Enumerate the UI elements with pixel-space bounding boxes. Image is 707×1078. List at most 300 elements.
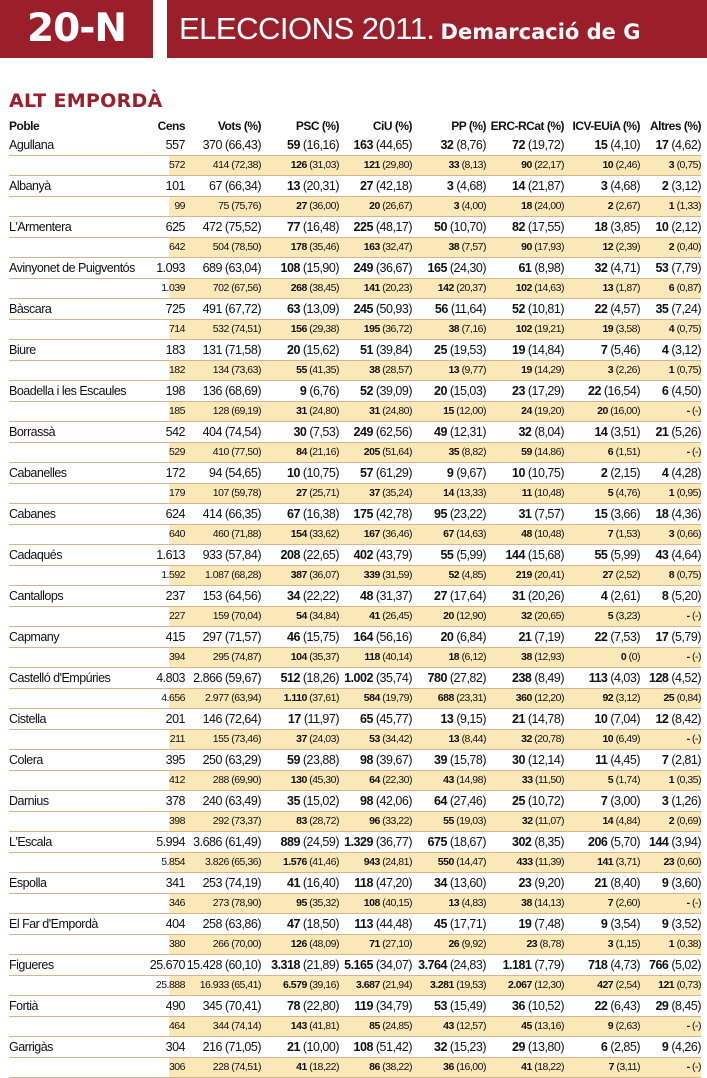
cell-psc-votes: 156 <box>290 323 307 335</box>
cell-ciu-pct: (40,14) <box>382 651 412 663</box>
cell-ciu-votes: 108 <box>353 1040 373 1054</box>
cell-psc-pct: (15,75) <box>302 630 339 644</box>
page-subtitle: Demarcació de G <box>440 20 641 44</box>
results-table <box>9 117 701 1078</box>
cell-icv-pct: (2,85) <box>610 1040 640 1054</box>
cell-alt <box>662 176 701 196</box>
cell-erc <box>512 176 564 196</box>
cell-alt-votes: 53 <box>655 261 669 275</box>
cell-ciu <box>360 791 412 811</box>
cell-icv-votes: 15 <box>594 507 608 521</box>
cell-icv <box>601 586 640 606</box>
cell-erc-votes: 102 <box>515 282 532 294</box>
cell-icv-pct: (8,40) <box>610 876 640 890</box>
cell-icv-votes: 10 <box>602 733 614 745</box>
cell-pp-votes: 675 <box>427 835 447 849</box>
cell-psc <box>296 197 339 216</box>
cell-alt-pct: (4,52) <box>671 671 701 685</box>
table-row-previous <box>9 730 701 750</box>
cell-psc-votes: 95 <box>296 897 307 909</box>
cell-ciu <box>369 484 412 503</box>
cell-icv-votes: 7 <box>600 794 608 808</box>
cell-icv <box>602 156 640 175</box>
cell-psc-votes: 130 <box>290 774 307 786</box>
cell-pp-pct: (18,67) <box>449 835 486 849</box>
cell-ciu-votes: 38 <box>369 364 380 376</box>
cell-erc-pct: (12,93) <box>534 651 564 663</box>
cell-vots: 370 (66,43) <box>202 138 261 152</box>
cell-alt-votes: 43 <box>655 548 669 562</box>
cell-alt <box>658 976 701 995</box>
cell-psc-pct: (24,59) <box>302 835 339 849</box>
table-row <box>9 176 701 197</box>
cell-ciu-pct: (26,67) <box>382 200 412 212</box>
table-row <box>9 135 701 156</box>
cell-psc-votes: 54 <box>296 610 307 622</box>
cell-icv-votes: 55 <box>594 548 608 562</box>
cell-cens: 4.803 <box>156 671 185 685</box>
cell-ciu-votes: 164 <box>353 630 373 644</box>
cell-icv-votes: 32 <box>594 261 608 275</box>
cell-alt-pct: (4,62) <box>671 138 701 152</box>
table-body <box>9 135 701 1078</box>
cell-ciu-pct: (35,24) <box>382 487 412 499</box>
cell-vots: 159 (70,04) <box>212 610 261 622</box>
cell-pp-votes: 38 <box>448 241 460 253</box>
cell-psc-pct: (28,72) <box>309 815 339 827</box>
cell-psc <box>293 422 339 442</box>
cell-psc-votes: 889 <box>280 835 300 849</box>
cell-cens: 415 <box>165 630 185 644</box>
cell-icv-votes: 9 <box>607 1020 614 1032</box>
cell-ciu-votes: 48 <box>360 589 373 603</box>
cell-poble: Espolla <box>9 876 47 890</box>
cell-icv-pct: (3,71) <box>615 856 640 868</box>
cell-erc-votes: 31 <box>518 507 532 521</box>
cell-erc-votes: 10 <box>512 466 525 480</box>
cell-erc <box>512 340 564 360</box>
cell-psc-pct: (31,03) <box>309 159 339 171</box>
cell-ciu-votes: 195 <box>363 323 380 335</box>
cell-psc-votes: 13 <box>287 179 300 193</box>
col-vots: Vots (%) <box>217 119 261 133</box>
cell-vots: 702 (67,56) <box>212 282 261 294</box>
cell-pp-votes: 34 <box>434 876 447 890</box>
cell-vots: 2.977 (63,94) <box>205 692 261 704</box>
cell-alt-pct: (-) <box>692 897 701 909</box>
cell-alt-pct: (5,26) <box>671 425 701 439</box>
cell-icv-votes: 427 <box>597 979 614 991</box>
cell-cens: 182 <box>168 364 185 376</box>
cell-erc <box>516 279 564 298</box>
cell-vots: 2.866 (59,67) <box>193 671 261 685</box>
cell-ciu-pct: (31,37) <box>375 589 412 603</box>
cell-alt-pct: (2,12) <box>671 220 701 234</box>
cell-ciu-pct: (51,42) <box>375 1040 412 1054</box>
cell-icv-votes: 22 <box>594 999 608 1013</box>
cell-vots: 689 (63,04) <box>202 261 261 275</box>
col-pp: PP (%) <box>451 119 486 133</box>
cell-pp-pct: (12,00) <box>456 405 486 417</box>
cell-poble: Cadaqués <box>9 548 62 562</box>
cell-alt <box>669 566 701 585</box>
cell-erc <box>526 935 564 954</box>
cell-alt-votes: 8 <box>668 569 675 581</box>
cell-icv-pct: (3,58) <box>615 323 640 335</box>
cell-ciu-pct: (48,17) <box>375 220 412 234</box>
cell-icv-votes: 206 <box>588 835 608 849</box>
cell-ciu-pct: (56,16) <box>375 630 412 644</box>
cell-alt-pct: (0,66) <box>676 528 701 540</box>
cell-erc-votes: 25 <box>512 794 525 808</box>
cell-erc-votes: 52 <box>512 302 525 316</box>
cell-erc-votes: 61 <box>518 261 532 275</box>
cell-ciu-votes: 584 <box>363 692 380 704</box>
cell-erc <box>512 709 564 729</box>
cell-alt <box>669 197 701 216</box>
table-row-previous <box>9 566 701 586</box>
cell-erc-pct: (7,48) <box>534 917 564 931</box>
cell-alt-pct: (3,12) <box>671 179 701 193</box>
cell-psc-votes: 27 <box>296 487 307 499</box>
cell-vots: 292 (73,37) <box>212 815 261 827</box>
cell-erc-pct: (7,57) <box>534 507 564 521</box>
table-row <box>9 873 701 894</box>
cell-icv-pct: (4,73) <box>610 958 640 972</box>
cell-ciu-pct: (44,48) <box>375 917 412 931</box>
cell-ciu <box>369 607 412 626</box>
cell-psc <box>296 402 339 421</box>
cell-cens: 1.613 <box>156 548 185 562</box>
cell-alt <box>687 607 701 626</box>
cell-pp <box>448 238 486 257</box>
cell-ciu-pct: (32,47) <box>382 241 412 253</box>
cell-ciu <box>364 238 412 257</box>
cell-alt-votes: 6 <box>668 282 675 294</box>
cell-ciu-votes: 98 <box>360 794 373 808</box>
cell-erc-votes: 32 <box>521 815 533 827</box>
cell-ciu-votes: 31 <box>369 405 380 417</box>
cell-vots: 128 (69,19) <box>212 405 261 417</box>
cell-alt <box>669 320 701 339</box>
cell-alt <box>687 443 701 462</box>
cell-pp-pct: (19,53) <box>456 979 486 991</box>
cell-psc-votes: 104 <box>290 651 307 663</box>
cell-erc <box>521 402 564 421</box>
cell-ciu <box>354 996 412 1016</box>
cell-ciu <box>360 176 412 196</box>
cell-erc-votes: 19 <box>521 364 532 376</box>
cell-erc-pct: (21,87) <box>527 179 564 193</box>
cell-pp <box>447 463 486 483</box>
cell-psc-pct: (41,35) <box>309 364 339 376</box>
cell-psc-votes: 178 <box>290 241 307 253</box>
cell-icv-pct: (1,87) <box>615 282 640 294</box>
cell-ciu <box>364 853 412 872</box>
cell-alt <box>669 812 701 831</box>
cell-pp-pct: (27,46) <box>449 794 486 808</box>
cell-alt-votes: 6 <box>661 384 669 398</box>
cell-icv <box>608 443 640 462</box>
cell-psc-pct: (15,62) <box>302 343 339 357</box>
cell-cens: 625 <box>165 220 185 234</box>
cell-erc-pct: (13,80) <box>527 1040 564 1054</box>
cell-ciu-pct: (31,59) <box>382 569 412 581</box>
table-row-previous <box>9 812 701 832</box>
table-row <box>9 340 701 361</box>
cell-ciu-pct: (26,45) <box>382 610 412 622</box>
cell-pp-pct: (8,82) <box>461 446 486 458</box>
cell-pp <box>438 853 486 872</box>
cell-psc-votes: 34 <box>287 589 300 603</box>
cell-psc <box>291 525 339 544</box>
page-title: ELECCIONS 2011. <box>179 11 435 46</box>
cell-psc <box>281 832 339 852</box>
cell-pp-votes: 55 <box>443 815 454 827</box>
cell-icv <box>601 791 640 811</box>
cell-icv-votes: 3 <box>607 364 614 376</box>
cell-erc-votes: 29 <box>512 1040 525 1054</box>
cell-pp-votes: 3 <box>446 179 454 193</box>
cell-alt-pct: (4,50) <box>671 384 701 398</box>
cell-ciu-pct: (39,84) <box>375 343 412 357</box>
cell-ciu-pct: (61,29) <box>375 466 412 480</box>
cell-cens: 198 <box>165 384 185 398</box>
cell-pp-pct: (9,92) <box>461 938 486 950</box>
cell-psc-pct: (24,80) <box>309 405 339 417</box>
cell-psc-pct: (35,37) <box>309 651 339 663</box>
cell-ciu-votes: 118 <box>354 876 373 890</box>
cell-pp <box>448 443 486 462</box>
cell-alt-pct: (8,42) <box>671 712 701 726</box>
cell-psc-pct: (36,07) <box>309 569 339 581</box>
col-altres: Altres (%) <box>649 119 701 133</box>
col-cens: Cens <box>157 119 185 133</box>
cell-psc-pct: (21,16) <box>309 446 339 458</box>
col-psc: PSC (%) <box>295 119 339 133</box>
cell-pp <box>418 955 486 975</box>
cell-poble: El Far d'Empordà <box>9 917 98 931</box>
cell-erc-pct: (8,49) <box>534 671 564 685</box>
cell-ciu <box>360 381 412 401</box>
cell-alt-votes: 128 <box>649 671 669 685</box>
cell-icv-votes: 18 <box>594 220 608 234</box>
cell-alt <box>655 299 701 319</box>
cell-alt <box>662 586 701 606</box>
cell-icv-votes: 3 <box>600 179 608 193</box>
cell-pp-pct: (16,00) <box>456 1061 486 1073</box>
cell-alt-votes: 12 <box>655 712 669 726</box>
cell-ciu-pct: (22,30) <box>382 774 412 786</box>
cell-icv-votes: 5 <box>607 487 614 499</box>
cell-poble: Biure <box>9 343 36 357</box>
cell-icv-pct: (2,60) <box>615 897 640 909</box>
cell-psc-votes: 59 <box>287 753 300 767</box>
table-row-previous <box>9 320 701 340</box>
cell-erc-pct: (10,75) <box>527 466 564 480</box>
cell-ciu-votes: 249 <box>353 425 373 439</box>
cell-ciu-votes: 85 <box>369 1020 380 1032</box>
cell-icv-pct: (2,67) <box>615 200 640 212</box>
cell-alt <box>669 279 701 298</box>
cell-pp <box>448 361 486 380</box>
cell-psc <box>300 381 339 401</box>
cell-ciu-votes: 225 <box>353 220 373 234</box>
cell-erc <box>512 750 564 770</box>
cell-erc <box>521 443 564 462</box>
table-row <box>9 1037 701 1058</box>
cell-pp-pct: (12,90) <box>456 610 486 622</box>
cell-pp-votes: 38 <box>448 323 460 335</box>
cell-erc-pct: (13,16) <box>534 1020 564 1032</box>
table-row <box>9 709 701 730</box>
cell-ciu-pct: (44,65) <box>375 138 412 152</box>
cell-psc-pct: (35,46) <box>309 241 339 253</box>
cell-erc-votes: 38 <box>521 897 532 909</box>
cell-ciu-pct: (24,80) <box>382 405 412 417</box>
cell-erc <box>512 135 564 155</box>
cell-pp-votes: 165 <box>427 261 447 275</box>
cell-cens: 4.656 <box>161 692 185 704</box>
cell-icv-votes: 141 <box>597 856 614 868</box>
table-row-previous <box>9 607 701 627</box>
cell-ciu-pct: (42,06) <box>375 794 412 808</box>
table-row <box>9 545 701 566</box>
cell-poble: Castelló d'Empúries <box>9 671 111 685</box>
cell-psc <box>291 771 339 790</box>
cell-vots: 344 (74,14) <box>212 1020 261 1032</box>
cell-ciu <box>360 463 412 483</box>
cell-alt-votes: - <box>686 446 690 458</box>
cell-icv-votes: 7 <box>607 897 614 909</box>
cell-ciu <box>369 1017 412 1036</box>
cell-icv <box>601 463 640 483</box>
cell-alt-pct: (0,69) <box>676 815 701 827</box>
cell-ciu-pct: (19,79) <box>382 692 412 704</box>
cell-erc-pct: (7,19) <box>534 630 564 644</box>
col-erc: ERC-RCat (%) <box>490 119 564 133</box>
cell-psc-pct: (48,09) <box>309 938 339 950</box>
cell-psc <box>296 730 339 749</box>
cell-icv <box>588 381 640 401</box>
cell-erc <box>512 791 564 811</box>
cell-alt <box>669 361 701 380</box>
cell-pp-votes: 32 <box>440 138 454 152</box>
cell-pp <box>448 156 486 175</box>
cell-cens: 306 <box>168 1061 185 1073</box>
cell-alt-pct: (4,64) <box>671 548 701 562</box>
cell-psc <box>291 156 339 175</box>
cell-alt <box>662 463 701 483</box>
cell-alt <box>669 156 701 175</box>
title-banner <box>167 0 707 58</box>
cell-psc-pct: (41,46) <box>309 856 339 868</box>
cell-alt <box>663 853 701 872</box>
cell-pp-votes: 36 <box>443 1061 454 1073</box>
cell-alt-votes: 4 <box>668 323 675 335</box>
cell-icv <box>588 832 640 852</box>
cell-erc-votes: 72 <box>512 138 525 152</box>
cell-psc <box>291 1017 339 1036</box>
cell-alt <box>655 504 701 524</box>
cell-alt-pct: (0,60) <box>676 856 701 868</box>
cell-ciu <box>369 812 412 831</box>
cell-erc-votes: 38 <box>521 651 532 663</box>
cell-erc <box>521 1058 564 1077</box>
cell-alt-pct: (0,75) <box>676 159 701 171</box>
cell-alt-pct: (0,87) <box>676 282 701 294</box>
cell-ciu-votes: 141 <box>363 282 380 294</box>
cell-vots: 504 (78,50) <box>212 241 261 253</box>
cell-psc-votes: 208 <box>280 548 300 562</box>
cell-pp-votes: 39 <box>434 753 447 767</box>
cell-psc-votes: 108 <box>280 261 300 275</box>
cell-erc-votes: 23 <box>526 938 538 950</box>
cell-psc-pct: (10,75) <box>302 466 339 480</box>
cell-pp <box>443 1058 486 1077</box>
cell-pp <box>434 381 486 401</box>
cell-ciu <box>369 197 412 216</box>
table-row <box>9 422 701 443</box>
cell-erc-votes: 31 <box>512 589 525 603</box>
cell-pp <box>434 996 486 1016</box>
cell-ciu-votes: 96 <box>369 815 380 827</box>
cell-psc-pct: (34,84) <box>309 610 339 622</box>
cell-icv-votes: 6 <box>600 1040 608 1054</box>
cell-erc-votes: 11 <box>521 487 532 499</box>
cell-erc <box>506 545 564 565</box>
cell-pp <box>430 976 486 995</box>
cell-vots: 67 (66,34) <box>209 179 261 193</box>
cell-vots: 472 (75,52) <box>202 220 261 234</box>
cell-pp-votes: 13 <box>448 733 460 745</box>
cell-erc-pct: (9,20) <box>534 876 564 890</box>
cell-erc-votes: 90 <box>521 241 532 253</box>
cell-alt-votes: 9 <box>661 1040 669 1054</box>
cell-alt-votes: 8 <box>661 589 669 603</box>
cell-erc-votes: 21 <box>512 712 525 726</box>
cell-alt-votes: 766 <box>649 958 669 972</box>
cell-pp <box>448 730 486 749</box>
cell-icv-pct: (2,52) <box>615 569 640 581</box>
cell-erc <box>518 914 564 934</box>
cell-icv-pct: (6,49) <box>615 733 640 745</box>
cell-pp <box>438 279 486 298</box>
cell-vots: 532 (74,51) <box>212 323 261 335</box>
cell-vots: 153 (64,56) <box>202 589 261 603</box>
cell-icv-pct: (4,03) <box>610 671 640 685</box>
cell-pp <box>434 1037 486 1057</box>
cell-pp-pct: (7,16) <box>461 323 486 335</box>
cell-alt-pct: (0,73) <box>676 979 701 991</box>
cell-pp-pct: (15,49) <box>449 999 486 1013</box>
cell-erc-pct: (11,39) <box>535 856 564 868</box>
cell-alt <box>655 422 701 442</box>
cell-icv-votes: 113 <box>588 671 608 685</box>
cell-ciu-votes: 5.165 <box>344 958 373 972</box>
cell-pp-votes: 52 <box>448 569 460 581</box>
cell-ciu-votes: 20 <box>369 200 380 212</box>
cell-icv-votes: 7 <box>608 1061 614 1073</box>
cell-erc-pct: (10,48) <box>534 487 564 499</box>
cell-pp <box>448 894 486 913</box>
cell-erc-pct: (14,86) <box>534 446 564 458</box>
cell-pp <box>448 935 486 954</box>
cell-ciu <box>360 586 412 606</box>
cell-ciu <box>354 217 412 237</box>
col-ciu: CiU (%) <box>372 119 412 133</box>
cell-alt-votes: 1 <box>668 200 675 212</box>
